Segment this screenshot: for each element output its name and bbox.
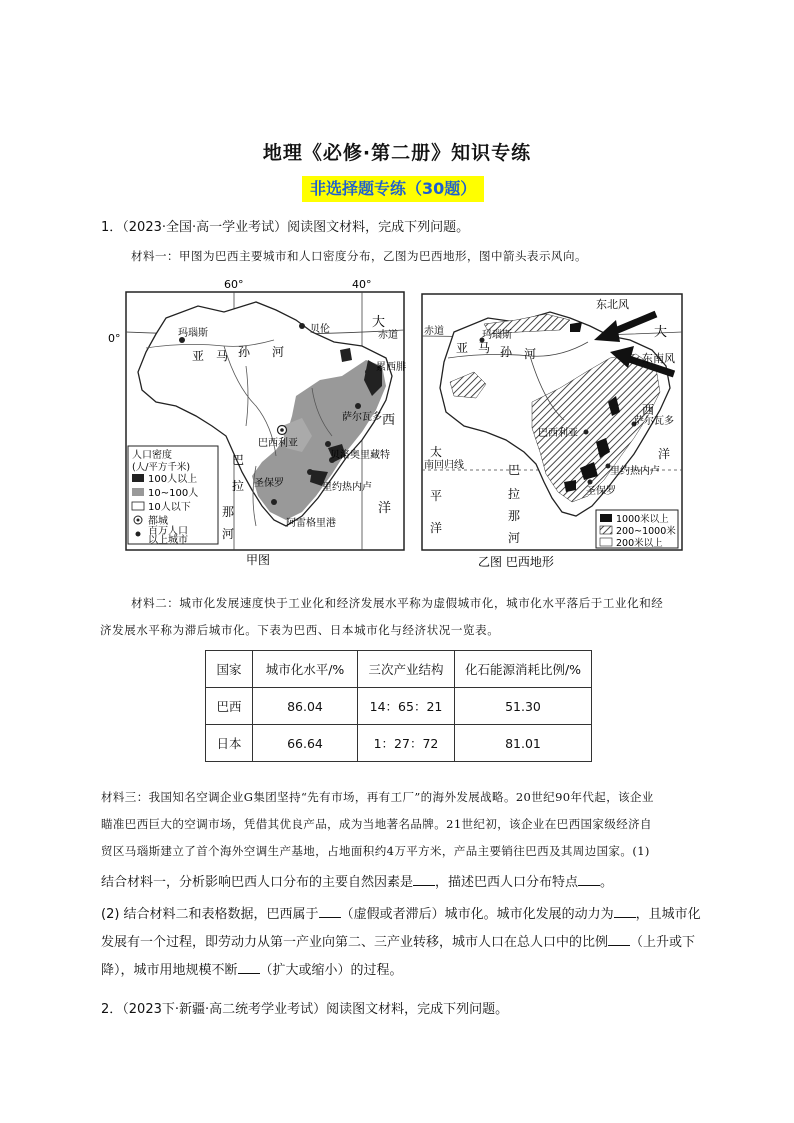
table-cell: 日本	[206, 725, 253, 762]
question-2-heading: 2．（2023下·新疆·高二统考学业考试）阅读图文材料，完成下列问题。	[101, 1002, 509, 1017]
legend-item-b: 200~1000米	[616, 526, 676, 537]
label-xi: 西	[642, 403, 655, 417]
subq-2-text-c: ，且城市化	[635, 907, 701, 922]
table-row	[206, 688, 592, 725]
legend-item-a: 10~100人	[148, 488, 199, 499]
label-salvador: 萨尔瓦多	[634, 416, 674, 427]
answer-blank[interactable]	[238, 961, 260, 974]
label-saopaulo: 圣保罗	[586, 486, 616, 497]
legend-item-a: 以上城市	[148, 535, 188, 546]
data-table	[205, 650, 592, 762]
label-ya: 亚	[192, 349, 205, 363]
subq-2-text-b: （虚假或者滞后）城市化。城市化发展的动力为	[340, 907, 614, 922]
lat-0-label: 0°	[108, 332, 121, 345]
label-brasilia: 巴西利亚	[258, 438, 298, 449]
subq-2-text-a: (2) 结合材料二和表格数据，巴西属于	[101, 907, 319, 922]
map-a-caption: 甲图	[246, 553, 271, 567]
label-sun: 孙	[238, 345, 251, 359]
table-cell: 14：65：21	[358, 688, 455, 725]
material-3-line-1: 材料三：我国知名空调企业G集团坚持“先有市场，再有工厂”的海外发展战略。20世纪90年代起，该企业	[101, 790, 654, 804]
label-yang: 洋	[658, 447, 671, 461]
label-ping: 平	[430, 489, 443, 503]
label-equator: 赤道	[378, 330, 398, 341]
table-row	[206, 725, 592, 762]
table-cell: 66.64	[253, 725, 358, 762]
label-tropic: 南回归线	[424, 460, 464, 471]
material-3-text	[101, 784, 733, 865]
label-he: 河	[524, 347, 537, 361]
legend-item-a: 都城	[148, 516, 168, 527]
label-sun: 孙	[500, 345, 513, 359]
label-belem: 贝伦	[310, 324, 330, 335]
legend-item-b: 200米以上	[616, 538, 663, 549]
material-2-line-1: 材料二：城市化发展速度快于工业化和经济发展水平称为虚假城市化，城市化水平落后于工业化和经	[131, 596, 664, 610]
label-yang2: 洋	[430, 521, 443, 535]
table-header-cell: 三次产业结构	[358, 651, 455, 688]
label-belo: 贝洛奥里藏特	[330, 450, 390, 461]
answer-blank[interactable]	[578, 873, 600, 886]
label-na: 那	[222, 505, 235, 519]
table-header-cell: 城市化水平/%	[253, 651, 358, 688]
material-1-text: 材料一：甲图为巴西主要城市和人口密度分布，乙图为巴西地形，图中箭头表示风向。	[131, 249, 587, 263]
table-cell: 86.04	[253, 688, 358, 725]
label-he2: 河	[508, 531, 521, 545]
label-portoalegre: 阿雷格里港	[286, 518, 336, 529]
label-ma: 马	[478, 341, 491, 355]
lon-60-label: 60°	[224, 278, 244, 291]
answer-blank[interactable]	[608, 933, 630, 946]
table-header-cell: 化石能源消耗比例/%	[455, 651, 592, 688]
label-tai: 太	[430, 445, 443, 459]
table-cell: 51.30	[455, 688, 592, 725]
subq-2-text-g: （扩大或缩小）的过程。	[259, 963, 403, 978]
map-b-caption: 乙图 巴西地形	[478, 555, 554, 569]
subq-2-text-e: （上升或下	[630, 935, 696, 950]
label-yang: 洋	[378, 501, 392, 516]
subq-2-text-f: 降），城市用地规模不断	[101, 963, 238, 978]
label-rio: 里约热内卢	[610, 466, 660, 477]
label-manaus: 玛瑙斯	[178, 328, 208, 339]
table-header-row	[206, 651, 592, 688]
legend-item-a: 10人以下	[148, 502, 191, 513]
label-da: 大	[372, 315, 386, 330]
section-subtitle: 非选择题专练（30题）	[302, 176, 484, 202]
legend-item-a: 百万人口	[148, 526, 188, 537]
legend-item-a: 100人以上	[148, 474, 198, 485]
subq-1-text-a: 结合材料一，分析影响巴西人口分布的主要自然因素是	[101, 875, 414, 890]
answer-blank[interactable]	[614, 905, 636, 918]
legend-item-b: 1000米以上	[616, 514, 669, 525]
subquestion-2	[101, 901, 737, 985]
label-ne-wind: 东北风	[596, 298, 629, 311]
label-he2: 河	[222, 527, 235, 541]
subq-1-text-b: ，描述巴西人口分布特点	[435, 875, 579, 890]
label-da: 大	[654, 325, 668, 340]
table-cell: 1：27：72	[358, 725, 455, 762]
label-na: 那	[508, 509, 521, 523]
material-2-text	[100, 590, 721, 644]
label-se-wind: 东南风	[642, 352, 675, 365]
lon-40-label: 40°	[352, 278, 372, 291]
answer-blank[interactable]	[319, 905, 341, 918]
label-ba: 巴	[232, 453, 245, 467]
subquestion-1	[101, 869, 741, 897]
label-xi: 西	[382, 413, 396, 428]
label-brasilia: 巴西利亚	[538, 428, 578, 439]
label-salvador: 萨尔瓦多	[342, 412, 382, 423]
label-ya: 亚	[456, 341, 469, 355]
material-3-line-2: 瞄准巴西巨大的空调市场，凭借其优良产品，成为当地著名品牌。21世纪初，该企业在巴西国家级经济自	[101, 817, 652, 831]
label-ma: 马	[216, 349, 229, 363]
subq-2-text-d: 发展有一个过程，即劳动力从第一产业向第二、三产业转移，城市人口在总人口中的比例	[101, 935, 609, 950]
material-3-line-3: 贸区马瑙斯建立了首个海外空调生产基地，占地面积约4万平方米，产品主要销往巴西及其周边国家。	[101, 844, 633, 858]
material-2-line-2: 济发展水平称为滞后城市化。下表为巴西、日本城市化与经济状况一览表。	[100, 623, 500, 637]
table-cell: 81.01	[455, 725, 592, 762]
label-rio: 里约热内卢	[322, 482, 372, 493]
answer-blank[interactable]	[413, 873, 435, 886]
label-ba: 巴	[508, 463, 521, 477]
label-la: 拉	[232, 479, 245, 493]
subq-1-text-c: 。	[600, 875, 614, 890]
label-manaus: 玛瑙斯	[482, 330, 512, 341]
map-population-density	[106, 276, 406, 572]
label-he: 河	[272, 345, 285, 359]
legend-title-a1: 人口密度	[132, 450, 172, 461]
subq-1-number: (1)	[632, 844, 650, 858]
table-cell: 巴西	[206, 688, 253, 725]
label-recife: 累西腓	[376, 362, 406, 373]
legend-title-a2: (人/平方千米)	[132, 462, 191, 473]
table-header-cell: 国家	[206, 651, 253, 688]
label-equator: 赤道	[424, 326, 444, 337]
label-saopaulo: 圣保罗	[254, 478, 284, 489]
page-title: 地理《必修·第二册》知识专练	[262, 142, 532, 164]
map-topography	[420, 292, 686, 572]
question-1-heading: 1．（2023·全国·高一学业考试）阅读图文材料，完成下列问题。	[101, 220, 470, 235]
label-la: 拉	[508, 487, 521, 501]
